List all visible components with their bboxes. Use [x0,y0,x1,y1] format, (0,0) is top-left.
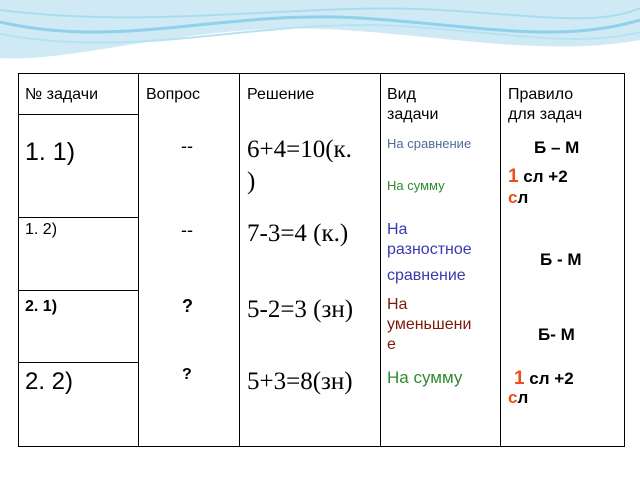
rule-number: 1 [514,368,525,389]
row-divider [19,290,138,291]
task-number: 1. 1) [25,138,76,166]
column-divider [380,74,381,446]
solution-text: 7-3=4 (к.) [247,220,349,247]
rule-formula-line2 [508,188,528,208]
solution-text: 6+4=10(к. [247,136,352,163]
rule-letter: л [517,388,529,407]
rule-formula [508,166,568,188]
column-divider [138,74,139,446]
header-rule-line1: Правило [508,86,574,103]
column-divider [500,74,501,446]
header-type-line2: задачи [387,106,439,123]
rule-formula [514,368,574,390]
rule-number: 1 [508,166,519,187]
rule-text: Б – М [534,138,580,157]
question-value: ? [182,296,193,316]
task-number: 2. 1) [25,298,58,315]
task-type: сравнение [387,267,466,284]
rule-letter: с [508,388,518,407]
solution-text: ) [247,168,256,195]
rule-text: Б- М [538,325,575,344]
header-task-no: № задачи [25,86,98,103]
rule-letter: л [517,188,529,207]
rule-text: Б - М [540,250,582,269]
task-type: е [387,336,396,353]
task-type: На сравнение [387,136,472,151]
solution-text: 5-2=3 (зн) [247,296,354,323]
rule-letter: с [508,188,518,207]
tasks-table [18,73,625,447]
rule-part: сл +2 [518,167,568,186]
task-type: На сумму [387,178,445,193]
header-solution: Решение [247,86,315,103]
header-rule-line2: для задач [508,106,583,123]
row-divider [19,114,138,115]
task-type: На сумму [387,368,463,387]
task-type: уменьшени [387,316,472,333]
task-type: На [387,296,408,313]
task-type: разностное [387,241,472,258]
question-value: ? [182,366,192,383]
column-divider [239,74,240,446]
header-question: Вопрос [146,86,201,103]
header-type-line1: Вид [387,86,416,103]
task-type: На [387,221,408,238]
rule-formula-line2 [508,388,528,408]
question-value: -- [181,136,193,156]
decorative-wave-background [0,0,640,80]
solution-text: 5+3=8(зн) [247,368,353,395]
task-number: 2. 2) [25,368,74,395]
question-value: -- [181,220,193,240]
rule-part: сл +2 [524,369,574,388]
row-divider [19,362,138,363]
row-divider [19,217,138,218]
task-number: 1. 2) [25,221,58,238]
